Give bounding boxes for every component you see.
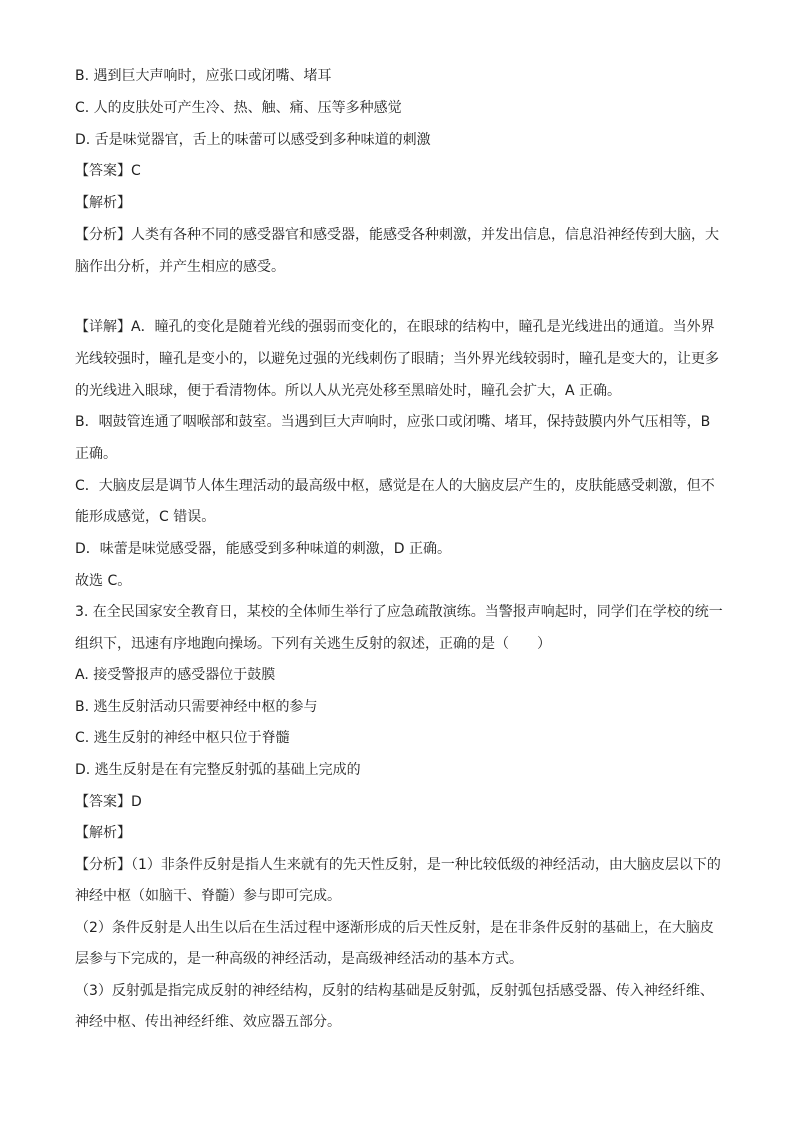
q3-analysis-line-4: 层参与下完成的，是一种高级的神经活动，是高级神经活动的基本方式。 (75, 951, 523, 967)
question-3-line-1: 3. 在全民国家安全教育日，某校的全体师生举行了应急疏散演练。当警报声响起时，同学们在学校的统一 (75, 604, 723, 620)
option-d-line: D. 舌是味觉器官，舌上的味蕾可以感受到多种味道的刺激 (75, 132, 431, 148)
q3-analysis-line-1: 【分析】（1）非条件反射是指人生来就有的先天性反射，是一种比较低级的神经活动，由大脑皮层以下的 (75, 857, 721, 873)
detail-line-1: 【详解】A．瞳孔的变化是随着光线的强弱而变化的，在眼球的结构中，瞳孔是光线进出的通道。当外界 (75, 319, 715, 335)
q3-explanation-heading: 【解析】 (75, 825, 131, 841)
option-c-line: C. 人的皮肤处可产生冷、热、触、痛、压等多种感觉 (75, 100, 402, 116)
detail-line-6: C．大脑皮层是调节人体生理活动的最高级中枢，感觉是在人的大脑皮层产生的，皮肤能感受刺激，但不 (75, 478, 715, 494)
q3-option-a: A. 接受警报声的感受器位于鼓膜 (75, 667, 276, 683)
analysis-line-2: 脑作出分析，并产生相应的感受。 (75, 259, 285, 275)
q3-answer-line: 【答案】D (75, 794, 142, 810)
q3-option-c: C. 逃生反射的神经中枢只位于脊髓 (75, 730, 290, 746)
analysis-line-1: 【分析】人类有各种不同的感受器官和感受器，能感受各种刺激，并发出信息，信息沿神经传到大脑，大 (75, 227, 719, 243)
detail-line-2: 光线较强时，瞳孔是变小的，以避免过强的光线刺伤了眼睛；当外界光线较弱时，瞳孔是变大的，让更多 (75, 351, 719, 367)
explanation-heading: 【解析】 (75, 195, 131, 211)
detail-line-4: B．咽鼓管连通了咽喉部和鼓室。当遇到巨大声响时，应张口或闭嘴、堵耳，保持鼓膜内外气压相等，B (75, 414, 711, 430)
q3-option-d: D. 逃生反射是在有完整反射弧的基础上完成的 (75, 762, 361, 778)
q3-option-b: B. 逃生反射活动只需要神经中枢的参与 (75, 699, 318, 715)
answer-line: 【答案】C (75, 163, 141, 179)
q3-analysis-line-3: （2）条件反射是人出生以后在生活过程中逐渐形成的后天性反射，是在非条件反射的基础上，在大脑皮 (75, 920, 714, 936)
question-3-line-2: 组织下，迅速有序地跑向操场。下列有关逃生反射的叙述，正确的是（ ） (75, 636, 551, 652)
q3-analysis-line-2: 神经中枢（如脑干、脊髓）参与即可完成。 (75, 888, 341, 904)
option-b-line: B. 遇到巨大声响时，应张口或闭嘴、堵耳 (75, 68, 332, 84)
detail-line-3: 的光线进入眼球，便于看清物体。所以人从光亮处移至黑暗处时，瞳孔会扩大，A 正确。 (75, 383, 622, 399)
detail-line-8: D．味蕾是味觉感受器，能感受到多种味道的刺激，D 正确。 (75, 541, 452, 557)
q3-analysis-line-6: 神经中枢、传出神经纤维、效应器五部分。 (75, 1014, 341, 1030)
q3-analysis-line-5: （3）反射弧是指完成反射的神经结构，反射的结构基础是反射弧，反射弧包括感受器、传入神经纤维、 (75, 983, 714, 999)
conclusion-line: 故选 C。 (75, 573, 132, 589)
detail-line-5: 正确。 (75, 446, 117, 462)
detail-line-7: 能形成感觉，C 错误。 (75, 509, 216, 525)
